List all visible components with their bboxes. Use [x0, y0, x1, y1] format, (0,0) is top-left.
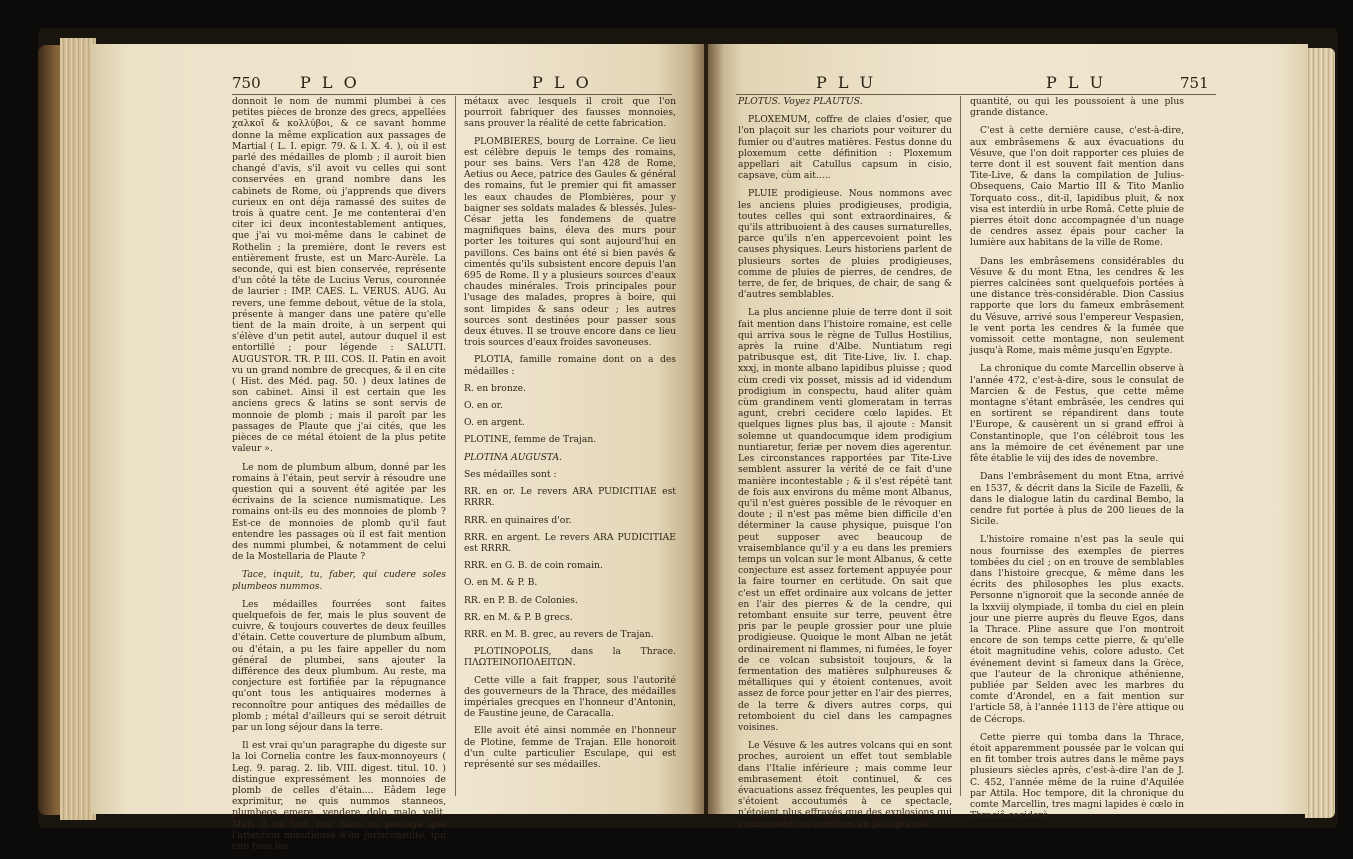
entry-ploxemum: PLOXEMUM, coffre de claies d'osier, que l'on plaçoit sur les chariots pour voiturer du fumier ou d'autres matières. Festus donne du ploxemum cette définition : Ploxemum appellari ait Catullus capsum in cisio, capsave, cùm ait..... — [738, 114, 952, 182]
header-rule — [232, 94, 672, 95]
left-page-column-2 — [464, 96, 676, 776]
right-page-column-1 — [738, 96, 952, 837]
left-page — [92, 44, 704, 852]
paragraph: La plus ancienne pluie de terre dont il soit fait mention dans l'histoire romaine, est celle qui arriva sous le règne de Tullus Hostilius, après la ruine d'Albe. Nuntiatum regi patribusque est, dit Tite-Live, liv. I. chap. xxxj, in monte albano lapidibus pluisse ; quod cùm credi vix posset, missis ad id videndum prodigium in conspectu, haud aliter quàm cùm grandinem venti glomeratam in terras agunt, crebri cecidere cœlo lapides. Et quelques lignes plus bas, il ajoute : Mansit solemne ut quandocumque idem prodigium nuntiaretur, feriæ per novem dies agerentur. Les circonstances rapportées par Tite-Live semblent assurer la vérité de ce fait d'une manière incontestable ; & il s'est répété tant de fois aux environs du même mont Albanus, qu'il n'est guères possible de le révoquer en doute ; il n'est pas même bien difficile d'en déterminer la cause physique, puisque l'on peut supposer avec beaucoup de vraisemblance qu'il y a eu dans les premiers temps un volcan sur le mont Albanus, & cette conjecture est assez fortement appuyée pour la faire tourner en certitude. On sait que c'est un effet ordinaire aux volcans de jetter en l'air des pierres & de la cendre, qui retombant ensuite sur terre, peuvent être pris par le peuple grossier pour une pluie prodigieuse. Quoique le mont Alban ne jetât ordinairement ni flammes, ni fumées, le foyer de ce volcan subsistoit toujours, & la fermentation des matières sulphureuses & métalliques qui y étoient contenues, avoit assez de force pour jetter en l'air des pierres, de la terre & divers autres corps, qui retomboient du ciel dans les campagnes voisines. — [738, 307, 952, 733]
entry-plotia: PLOTIA, famille romaine dont on a des médailles : — [464, 354, 676, 377]
right-page-heading-left: P L U — [816, 73, 877, 92]
list-item: RRR. en G. B. de coin romain. — [464, 560, 603, 572]
paragraph: quantité, ou qui les poussoient à une plus grande distance. — [970, 96, 1184, 119]
left-page-heading: P L O — [300, 73, 360, 92]
paragraph: métaux avec lesquels il croit que l'on pourroit fabriquer des fausses monnoies, sans prouver la réalité de cette fabrication. — [464, 96, 676, 130]
legend-text: PLOTINA AUGUSTA. — [464, 451, 563, 463]
paragraph: La chronique du comte Marcellin observe à l'année 472, c'est-à-dire, sous le consulat de Marcien & de Festus, que cette même montagne s'étant embrâsée, les cendres qui en sortirent se répandirent dans toute l'Europe, & causèrent un si grand effroi à Constantinople, que l'on célébroit tous les ans la mémoire de cet événement par une fête établie le viij des ides de novembre. — [970, 363, 1184, 465]
list-heading: Ses médailles sont : — [464, 468, 557, 480]
paragraph: Dans l'embrâsement du mont Etna, arrivé en 1537, & décrit dans la Sicile de Fazelli, & dans le dialogue latin du cardinal Bembo, la cendre fut portée à plus de 200 lieues de la Sicile. — [970, 471, 1184, 528]
entry-plotus: PLOTUS. Voyez PLAUTUS. — [738, 96, 863, 107]
entry-plombieres: PLOMBIERES, bourg de Lorraine. Ce lieu est célèbre depuis le temps des romains, pour ses bains. Vers l'an 428 de Rome, Aetius ou Aece, patrice des Gaules & général des romains, fut le premier qui fit amasser les eaux chaudes de Plombières, pour y baigner ses soldats malades & blessés. Jules-César jetta les fondemens de quatre magnifiques bains, éleva des murs pour porter les toitures qui sont aujourd'hui en pavillons. Ces bains ont été si bien pavés & cimentés qu'ils subsistent encore depuis l'an 695 de Rome. Il y a plusieurs sources d'eaux chaudes minérales. Trois principales pour l'usage des malades, propres à boire, qui sont limpides & sans odeur ; les autres sources sont destinées pour passer sous deux étuves. Il se trouve encore dans ce lieu trois sources d'eaux froides savoneuses. — [464, 135, 676, 349]
paragraph: Cette pierre qui tomba dans la Thrace, étoit apparemment poussée par le volcan qui en fit tomber trois autres dans le même pays plusieurs siècles après, c'est-à-dire l'an de J. C. 452, l'année même de la ruine d'Aquilée par Attila. Hoc tempore, dit la chronique du comte Marcellin, tres magni lapides è cœlo in Thraciâ ceciderè. — [970, 731, 1184, 822]
left-page-column-1 — [232, 96, 446, 859]
page-stack-left — [60, 38, 96, 820]
right-page-heading: P L U — [1046, 73, 1107, 92]
right-page — [708, 44, 1308, 830]
list-item: RRR. en M. B. grec, au revers de Trajan. — [464, 628, 654, 640]
paragraph: donnoit le nom de nummi plumbei à ces petites pièces de bronze des grecs, appellées χαλκοῖ & κολλύβοι, & ce savant homme donne la même explication aux passages de Martial ( L. I. epigr. 79. & l. X. 4. ), où il est parlé des médailles de plomb ; il auroit bien changé d'avis, s'il avoit vu celles qui sont conservées en grand nombre dans les cabinets de Rome, où j'apprends que divers curieux en ont déja ramassé des suites de trois à quatre cent. Je me contenterai d'en citer ici deux incontestablement antiques, que j'ai vu moi-même dans le cabinet de Rothelin ; la première, dont le revers est entièrement fruste, est un Marc-Aurèle. La seconde, qui est bien conservée, représente d'un côté la tête de Lucius Verus, couronnée de laurier : IMP. CAES. L. VERUS. AUG. Au revers, une femme debout, vêtue de la stola, présente à manger dans une patère qu'elle tient de la main droite, à un serpent qui s'élève d'un petit autel, autour duquel il est entortillé ; pour légende : SALUTI. AUGUSTOR. TR. P. III. COS. II. Patin en avoit vu un grand nombre de grecques, & il en cite ( Hist. des Méd. pag. 50. ) deux latines de son cabinet. Ainsi il est certain que les anciens grecs & latins se sont servis de monnoie de plomb ; mais il paroît par les passages de Plaute que j'ai cités, que les pièces de ce métal étoient de la plus petite valeur ». — [232, 96, 446, 455]
paragraph: Cette ville a fait frapper, sous l'autorité des gouverneurs de la Thrace, des médailles impériales grecques en l'honneur d'Antonin, de Faustine jeune, de Caracalla. — [464, 674, 676, 720]
column-divider — [455, 96, 456, 796]
paragraph: Le nom de plumbum album, donné par les romains à l'étain, peut servir à résoudre une question qui a souvent été agitée par les écrivains de la science numismatique. Les romains ont-ils eu des monnoies de plomb ? Est-ce de monnoies de plomb qu'il faut entendre les passages où il est fait mention des nummi plumbei, & notamment de celui de la Mostellaria de Plaute ? — [232, 461, 446, 563]
list-item: O. en M. & P. B. — [464, 577, 538, 589]
entry-plotinopolis: PLOTINOPOLIS, dans la Thrace. ΠΛΩΤΕΙΝΟΠΟΛΕΙΤΩΝ. — [464, 646, 676, 669]
paragraph: C'est à cette dernière cause, c'est-à-dire, aux embrâsemens & aux évacuations du Vésuve, que l'on doit rapporter ces pluies de terre dont il est souvent fait mention dans Tite-Live, & dans la compilation de Julius-Obsequens, Caio Martio III & Tito Manlio Torquato coss., dit-il, lapidibus pluit, & nox visa est interdiù in urbe Româ. Cette pluie de pierres étoit donc accompagnée d'un nuage de cendres assez épais pour cacher la lumière aux habitans de la ville de Rome. — [970, 125, 1184, 249]
paragraph: Le Vésuve & les autres volcans qui en sont proches, auroient un effet tout semblable dans l'Italie inférieure ; mais comme leur embrasement étoit continuel, & ces évacuations assez fréquentes, les peuples qui s'étoient accoutumés à ce spectacle, n'étoient plus effrayés que des explosions qui vomissoient ces matières en plus grande — [738, 740, 952, 830]
page-stack-right — [1305, 48, 1335, 818]
list-item: O. en argent. — [464, 417, 525, 429]
left-page-heading-right: P L O — [532, 73, 592, 92]
book-gutter — [690, 44, 724, 814]
right-page-column-2 — [970, 96, 1184, 828]
list-item: RR. en or. Le revers ARA PUDICITIAE est RRRR. — [464, 486, 676, 509]
right-page-number: 751 — [1180, 74, 1209, 92]
entry-pluie: PLUIE prodigieuse. Nous nommons avec les anciens pluies prodigieuses, prodigia, toutes celles qui sont extraordinaires, & qu'ils attribuoient à des causes surnaturelles, parce qu'ils n'en appercevoient point les causes physiques. Leurs historiens parlent de plusieurs sortes de pluies prodigieuses, comme de pluies de pierres, de cendres, de terre, de fer, de briques, de chair, de sang & d'autres semblables. — [738, 188, 952, 301]
left-page-number: 750 — [232, 74, 261, 92]
list-item: RR. en P. B. de Colonies. — [464, 594, 578, 606]
list-item: RR. en M. & P. B grecs. — [464, 611, 573, 623]
list-item: RRR. en argent. Le revers ARA PUDICITIAE est RRRR. — [464, 531, 676, 554]
list-item: R. en bronze. — [464, 382, 526, 394]
column-divider — [960, 96, 961, 796]
list-item: O. en or. — [464, 400, 503, 412]
list-item: RRR. en quinaires d'or. — [464, 514, 572, 526]
paragraph: Elle avoit été ainsi nommée en l'honneur de Plotine, femme de Trajan. Elle honoroit d'un culte particulier Esculape, qui est représenté sur ses médailles. — [464, 725, 676, 770]
paragraph: Les médailles fourrées sont faites quelquefois de fer, mais le plus souvent de cuivre, & toujours couvertes de deux feuilles d'étain. Cette couverture de plumbum album, ou d'étain, a pu les faire appeller du nom général de plumbei, sans ajouter la différence des deux plumbum. Au reste, ma conjecture est fortifiée par la répugnance qu'ont tous les antiquaires modernes à reconnoître pour antiques des médailles de plomb ; métal d'ailleurs qui se seroit détruit par un long séjour dans la terre. — [232, 598, 446, 733]
paragraph: Dans les embrâsemens considérables du Vésuve & du mont Etna, les cendres & les pierres calcinées sont quelquefois portées à une distance très-considérable. Dion Cassius rapporte que lors du fameux embrâsement du Vésuve, arrivé sous l'empereur Vespasien, le vent porta les cendres & la fumée que vomissoit cette montagne, non seulement jusqu'à Rome, mais même jusqu'en Egypte. — [970, 255, 1184, 357]
quotation: Tace, inquit, tu, faber, qui cudere soles plumbeos nummos. — [232, 569, 446, 592]
paragraph: Il est vrai qu'un paragraphe du digeste sur la loi Cornelia contre les faux-monnoyeurs ( Leg. 9. parag. 2. lib. VIII. digest. titul. 10. ) distingue expressément les monnoies de plomb de celles d'étain.... Eâdem lege exprimitur, ne quis nummos stanneos, plumbeos emere, vendere dolo malo velit. Mais il ne faut voir dans ce passage que l'attention minutieuse d'un jurisconsulte, qui cite tous les — [232, 740, 446, 852]
header-rule — [736, 94, 1216, 95]
paragraph: L'histoire romaine n'est pas la seule qui nous fournisse des exemples de pierres tombées du ciel ; on en trouve de semblables dans l'histoire grecque, & même dans les écrits des philosophes les plus exacts. Personne n'ignoroit que la seconde année de la lxxviij olympiade, il tomba du ciel en plein jour une pierre auprès du fleuve Egos, dans la Thrace. Pline assure que l'on montroit encore de son temps cette pierre, & qu'elle étoit magnitudine vehis, colore adusto. Cet événement devint si fameux dans la Grèce, que l'auteur de la chronique athénienne, publiée par Selden avec les marbres du comte d'Arondel, en a fait mention sur l'article 58, à l'année 1113 de l'ère attique ou de Cécrops. — [970, 534, 1184, 725]
entry-plotine: PLOTINE, femme de Trajan. — [464, 434, 597, 446]
